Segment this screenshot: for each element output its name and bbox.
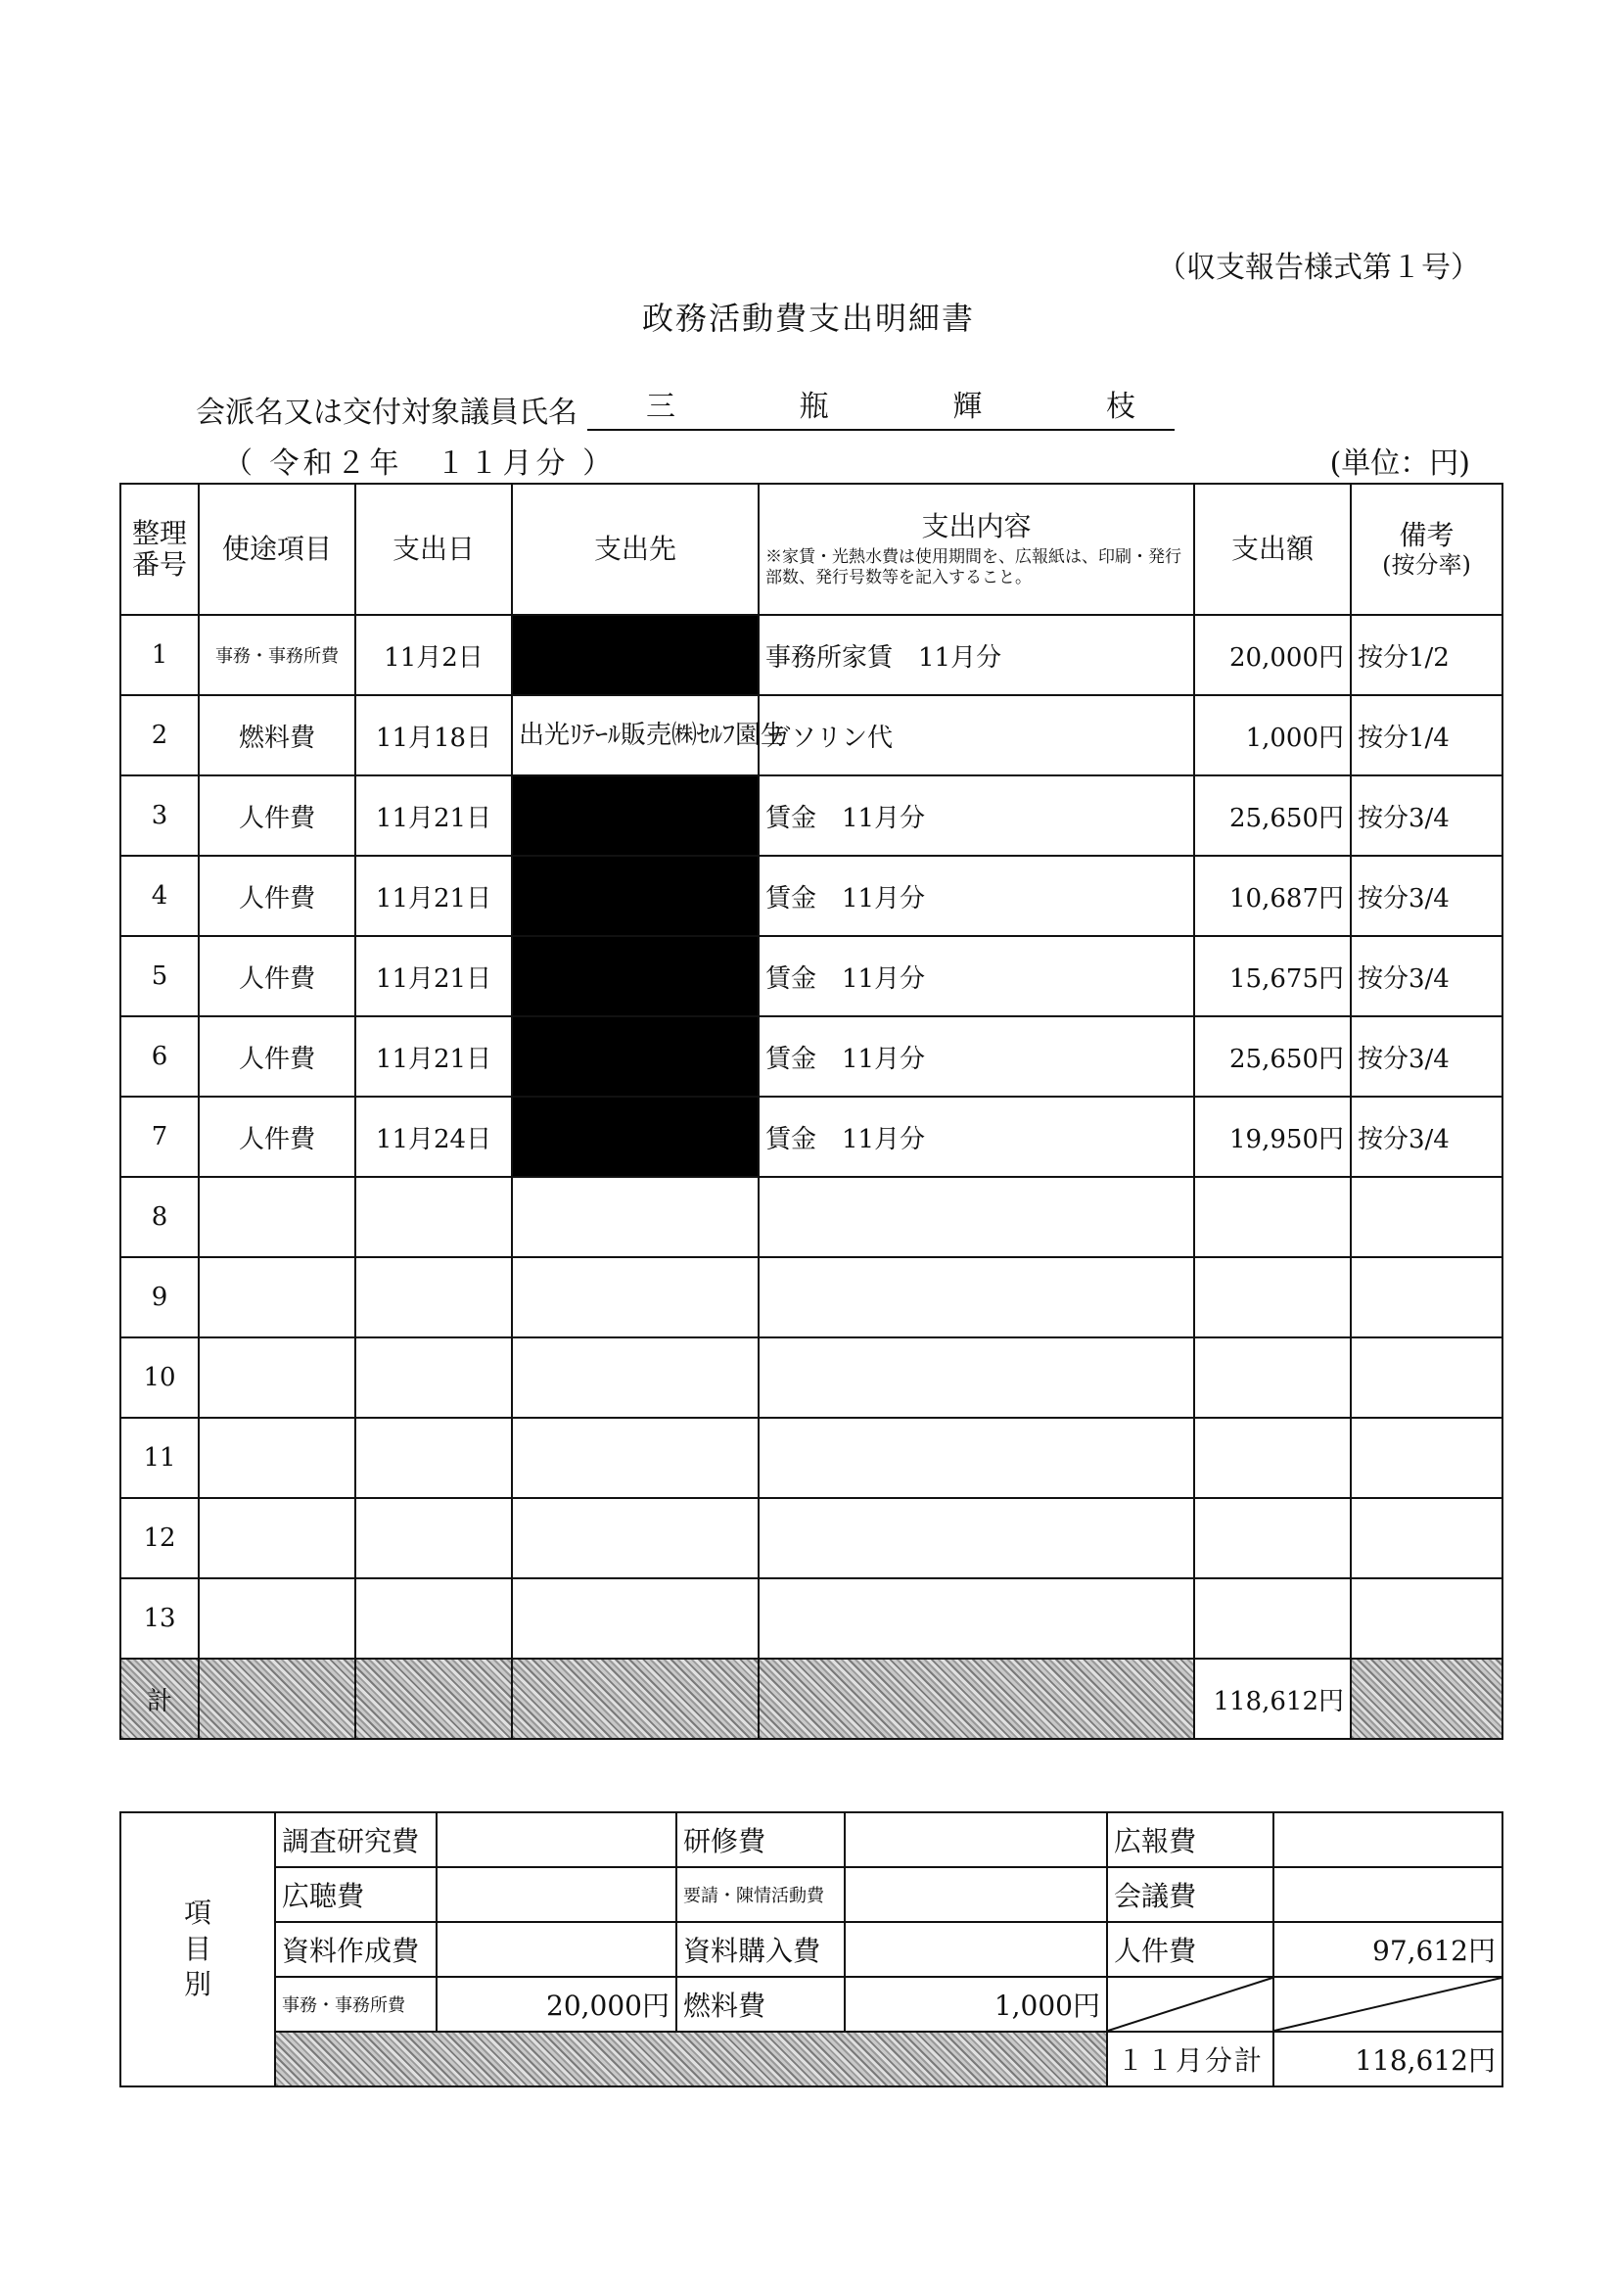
row-amount (1194, 1498, 1351, 1578)
content-header-note: ※家賃・光熱水費は使用期間を、広報紙は、印刷・発行部数、発行号数等を記入すること。 (765, 546, 1181, 587)
row-content: ガソリン代 (759, 695, 1194, 775)
member-name-char: 枝 (1105, 390, 1135, 424)
row-date: 11月21日 (355, 775, 512, 856)
summary-value: 20,000円 (437, 1977, 676, 2032)
row-category: 人件費 (199, 856, 355, 936)
summary-value: 97,612円 (1273, 1922, 1502, 1977)
expense-row (120, 1578, 1502, 1659)
row-remarks (1351, 1418, 1502, 1498)
row-number: 6 (120, 1016, 199, 1097)
row-amount: 10,687円 (1194, 856, 1351, 936)
summary-side-label (120, 1812, 275, 2086)
summary-label: 事務・事務所費 (275, 1977, 437, 2032)
row-number: 4 (120, 856, 199, 936)
expense-row (120, 615, 1502, 695)
row-number: 9 (120, 1257, 199, 1337)
expense-table (119, 483, 1503, 1740)
summary-total-row (120, 2032, 1502, 2086)
content-header-title: 支出内容 (921, 509, 1032, 542)
summary-label: 広報費 (1107, 1812, 1273, 1867)
row-number: 5 (120, 936, 199, 1016)
row-payee (512, 1257, 759, 1337)
redacted-payee (512, 856, 759, 936)
expense-row (120, 1418, 1502, 1498)
month-total-label: １１月分計 (1107, 2032, 1273, 2086)
expense-row (120, 856, 1502, 936)
row-remarks: 按分3/4 (1351, 1097, 1502, 1177)
side-label-char: 別 (183, 1968, 211, 2001)
summary-row (120, 1977, 1502, 2032)
row-category (199, 1578, 355, 1659)
row-date: 11月18日 (355, 695, 512, 775)
row-amount: 19,950円 (1194, 1097, 1351, 1177)
diagonal-line (1108, 1978, 1272, 2031)
col-category-header: 使途項目 (199, 484, 355, 615)
summary-value (845, 1922, 1107, 1977)
period-close: ） (582, 446, 617, 481)
row-payee (512, 1498, 759, 1578)
row-category: 事務・事務所費 (199, 615, 355, 695)
remarks-header-title: 備考 (1399, 518, 1455, 551)
summary-table (119, 1811, 1503, 2087)
form-number: （収支報告様式第１号） (1157, 251, 1480, 285)
empty-diagonal-cell (1273, 1977, 1502, 2032)
period-text: 令和２年 １１月分 (269, 446, 570, 481)
row-content (759, 1578, 1194, 1659)
row-amount: 25,650円 (1194, 1016, 1351, 1097)
remarks-header-sub: (按分率) (1382, 551, 1471, 580)
row-date (355, 1578, 512, 1659)
row-remarks: 按分1/4 (1351, 695, 1502, 775)
row-remarks (1351, 1498, 1502, 1578)
shaded-cell (1351, 1659, 1502, 1739)
col-no-header: 整理番号 (120, 484, 199, 615)
member-name-char: 輝 (952, 390, 983, 424)
summary-row (120, 1922, 1502, 1977)
summary-label: 広聴費 (275, 1867, 437, 1922)
col-payee-header: 支出先 (512, 484, 759, 615)
row-category: 人件費 (199, 1097, 355, 1177)
summary-value (437, 1922, 676, 1977)
member-name-char: 三 (646, 390, 675, 424)
summary-value (1273, 1812, 1502, 1867)
row-amount (1194, 1418, 1351, 1498)
row-number: 13 (120, 1578, 199, 1659)
row-amount: 25,650円 (1194, 775, 1351, 856)
expense-row (120, 1498, 1502, 1578)
row-payee (512, 1337, 759, 1418)
summary-label: 調査研究費 (275, 1812, 437, 1867)
row-date (355, 1257, 512, 1337)
row-category (199, 1177, 355, 1257)
row-date (355, 1418, 512, 1498)
col-content-header (759, 484, 1194, 615)
row-number: 7 (120, 1097, 199, 1177)
expense-row (120, 775, 1502, 856)
row-remarks (1351, 1578, 1502, 1659)
col-date-header: 支出日 (355, 484, 512, 615)
row-content: 事務所家賃 11月分 (759, 615, 1194, 695)
member-line (196, 382, 1175, 431)
summary-row (120, 1867, 1502, 1922)
row-content: 賃金 11月分 (759, 1097, 1194, 1177)
row-content (759, 1177, 1194, 1257)
row-date: 11月21日 (355, 856, 512, 936)
summary-value (437, 1867, 676, 1922)
expense-row (120, 1177, 1502, 1257)
col-remarks-header (1351, 484, 1502, 615)
row-remarks (1351, 1257, 1502, 1337)
summary-label: 資料作成費 (275, 1922, 437, 1977)
summary-value (1273, 1867, 1502, 1922)
row-category: 人件費 (199, 1016, 355, 1097)
row-number: 10 (120, 1337, 199, 1418)
diagonal-line (1274, 1978, 1502, 2031)
summary-label: 燃料費 (676, 1977, 845, 2032)
row-number: 2 (120, 695, 199, 775)
summary-value: 1,000円 (845, 1977, 1107, 2032)
member-name (587, 382, 1175, 431)
report-period (223, 439, 616, 482)
shaded-cell (759, 1659, 1194, 1739)
row-category (199, 1337, 355, 1418)
shaded-cell (199, 1659, 355, 1739)
period-open: （ (223, 446, 256, 481)
row-category: 人件費 (199, 775, 355, 856)
row-remarks: 按分3/4 (1351, 1016, 1502, 1097)
row-content: 賃金 11月分 (759, 775, 1194, 856)
row-category: 人件費 (199, 936, 355, 1016)
row-date: 11月24日 (355, 1097, 512, 1177)
row-category (199, 1257, 355, 1337)
side-label-char: 項 (183, 1897, 211, 1930)
row-amount (1194, 1337, 1351, 1418)
row-content: 賃金 11月分 (759, 936, 1194, 1016)
row-number: 12 (120, 1498, 199, 1578)
row-payee: 出光ﾘﾃｰﾙ販売㈱ｾﾙﾌ園生 (512, 695, 759, 775)
redacted-payee (512, 1097, 759, 1177)
row-amount (1194, 1578, 1351, 1659)
side-label-char: 目 (183, 1932, 211, 1965)
row-content (759, 1418, 1194, 1498)
member-name-char: 瓶 (799, 390, 829, 424)
summary-row (120, 1812, 1502, 1867)
row-amount: 20,000円 (1194, 615, 1351, 695)
row-date: 11月2日 (355, 615, 512, 695)
summary-label: 研修費 (676, 1812, 845, 1867)
summary-value (437, 1812, 676, 1867)
row-date (355, 1498, 512, 1578)
row-number: 1 (120, 615, 199, 695)
row-remarks (1351, 1177, 1502, 1257)
document-title: 政務活動費支出明細書 (641, 300, 975, 337)
row-payee (512, 1578, 759, 1659)
row-content: 賃金 11月分 (759, 1016, 1194, 1097)
row-content (759, 1257, 1194, 1337)
month-total-value: 118,612円 (1273, 2032, 1502, 2086)
row-remarks: 按分3/4 (1351, 936, 1502, 1016)
row-number: 11 (120, 1418, 199, 1498)
row-date: 11月21日 (355, 1016, 512, 1097)
row-date: 11月21日 (355, 936, 512, 1016)
summary-label: 資料購入費 (676, 1922, 845, 1977)
row-content: 賃金 11月分 (759, 856, 1194, 936)
expense-row (120, 1337, 1502, 1418)
redacted-payee (512, 615, 759, 695)
row-amount (1194, 1257, 1351, 1337)
col-amount-header: 支出額 (1194, 484, 1351, 615)
row-remarks: 按分3/4 (1351, 775, 1502, 856)
row-category: 燃料費 (199, 695, 355, 775)
summary-label: 人件費 (1107, 1922, 1273, 1977)
member-label: 会派名又は交付対象議員氏名 (196, 396, 578, 430)
summary-label: 会議費 (1107, 1867, 1273, 1922)
redacted-payee (512, 1016, 759, 1097)
row-remarks: 按分1/2 (1351, 615, 1502, 695)
row-payee (512, 1418, 759, 1498)
summary-value (845, 1812, 1107, 1867)
row-remarks (1351, 1337, 1502, 1418)
row-amount (1194, 1177, 1351, 1257)
row-content (759, 1498, 1194, 1578)
empty-diagonal-cell (1107, 1977, 1273, 2032)
expense-row (120, 695, 1502, 775)
unit-label: (単位：円) (1329, 446, 1470, 481)
shaded-cell (275, 2032, 1107, 2086)
row-remarks: 按分3/4 (1351, 856, 1502, 936)
expense-row (120, 936, 1502, 1016)
expense-row (120, 1257, 1502, 1337)
expense-row (120, 1097, 1502, 1177)
total-row (120, 1659, 1502, 1739)
row-number: 3 (120, 775, 199, 856)
row-content (759, 1337, 1194, 1418)
row-payee (512, 1177, 759, 1257)
shaded-cell (512, 1659, 759, 1739)
row-category (199, 1498, 355, 1578)
row-date (355, 1337, 512, 1418)
summary-label: 要請・陳情活動費 (676, 1867, 845, 1922)
row-amount: 1,000円 (1194, 695, 1351, 775)
redacted-payee (512, 936, 759, 1016)
expense-row (120, 1016, 1502, 1097)
redacted-payee (512, 775, 759, 856)
row-amount: 15,675円 (1194, 936, 1351, 1016)
summary-value (845, 1867, 1107, 1922)
total-label: 計 (120, 1659, 199, 1739)
total-amount: 118,612円 (1194, 1659, 1351, 1739)
shaded-cell (355, 1659, 512, 1739)
header-row (120, 484, 1502, 615)
row-date (355, 1177, 512, 1257)
row-category (199, 1418, 355, 1498)
row-number: 8 (120, 1177, 199, 1257)
